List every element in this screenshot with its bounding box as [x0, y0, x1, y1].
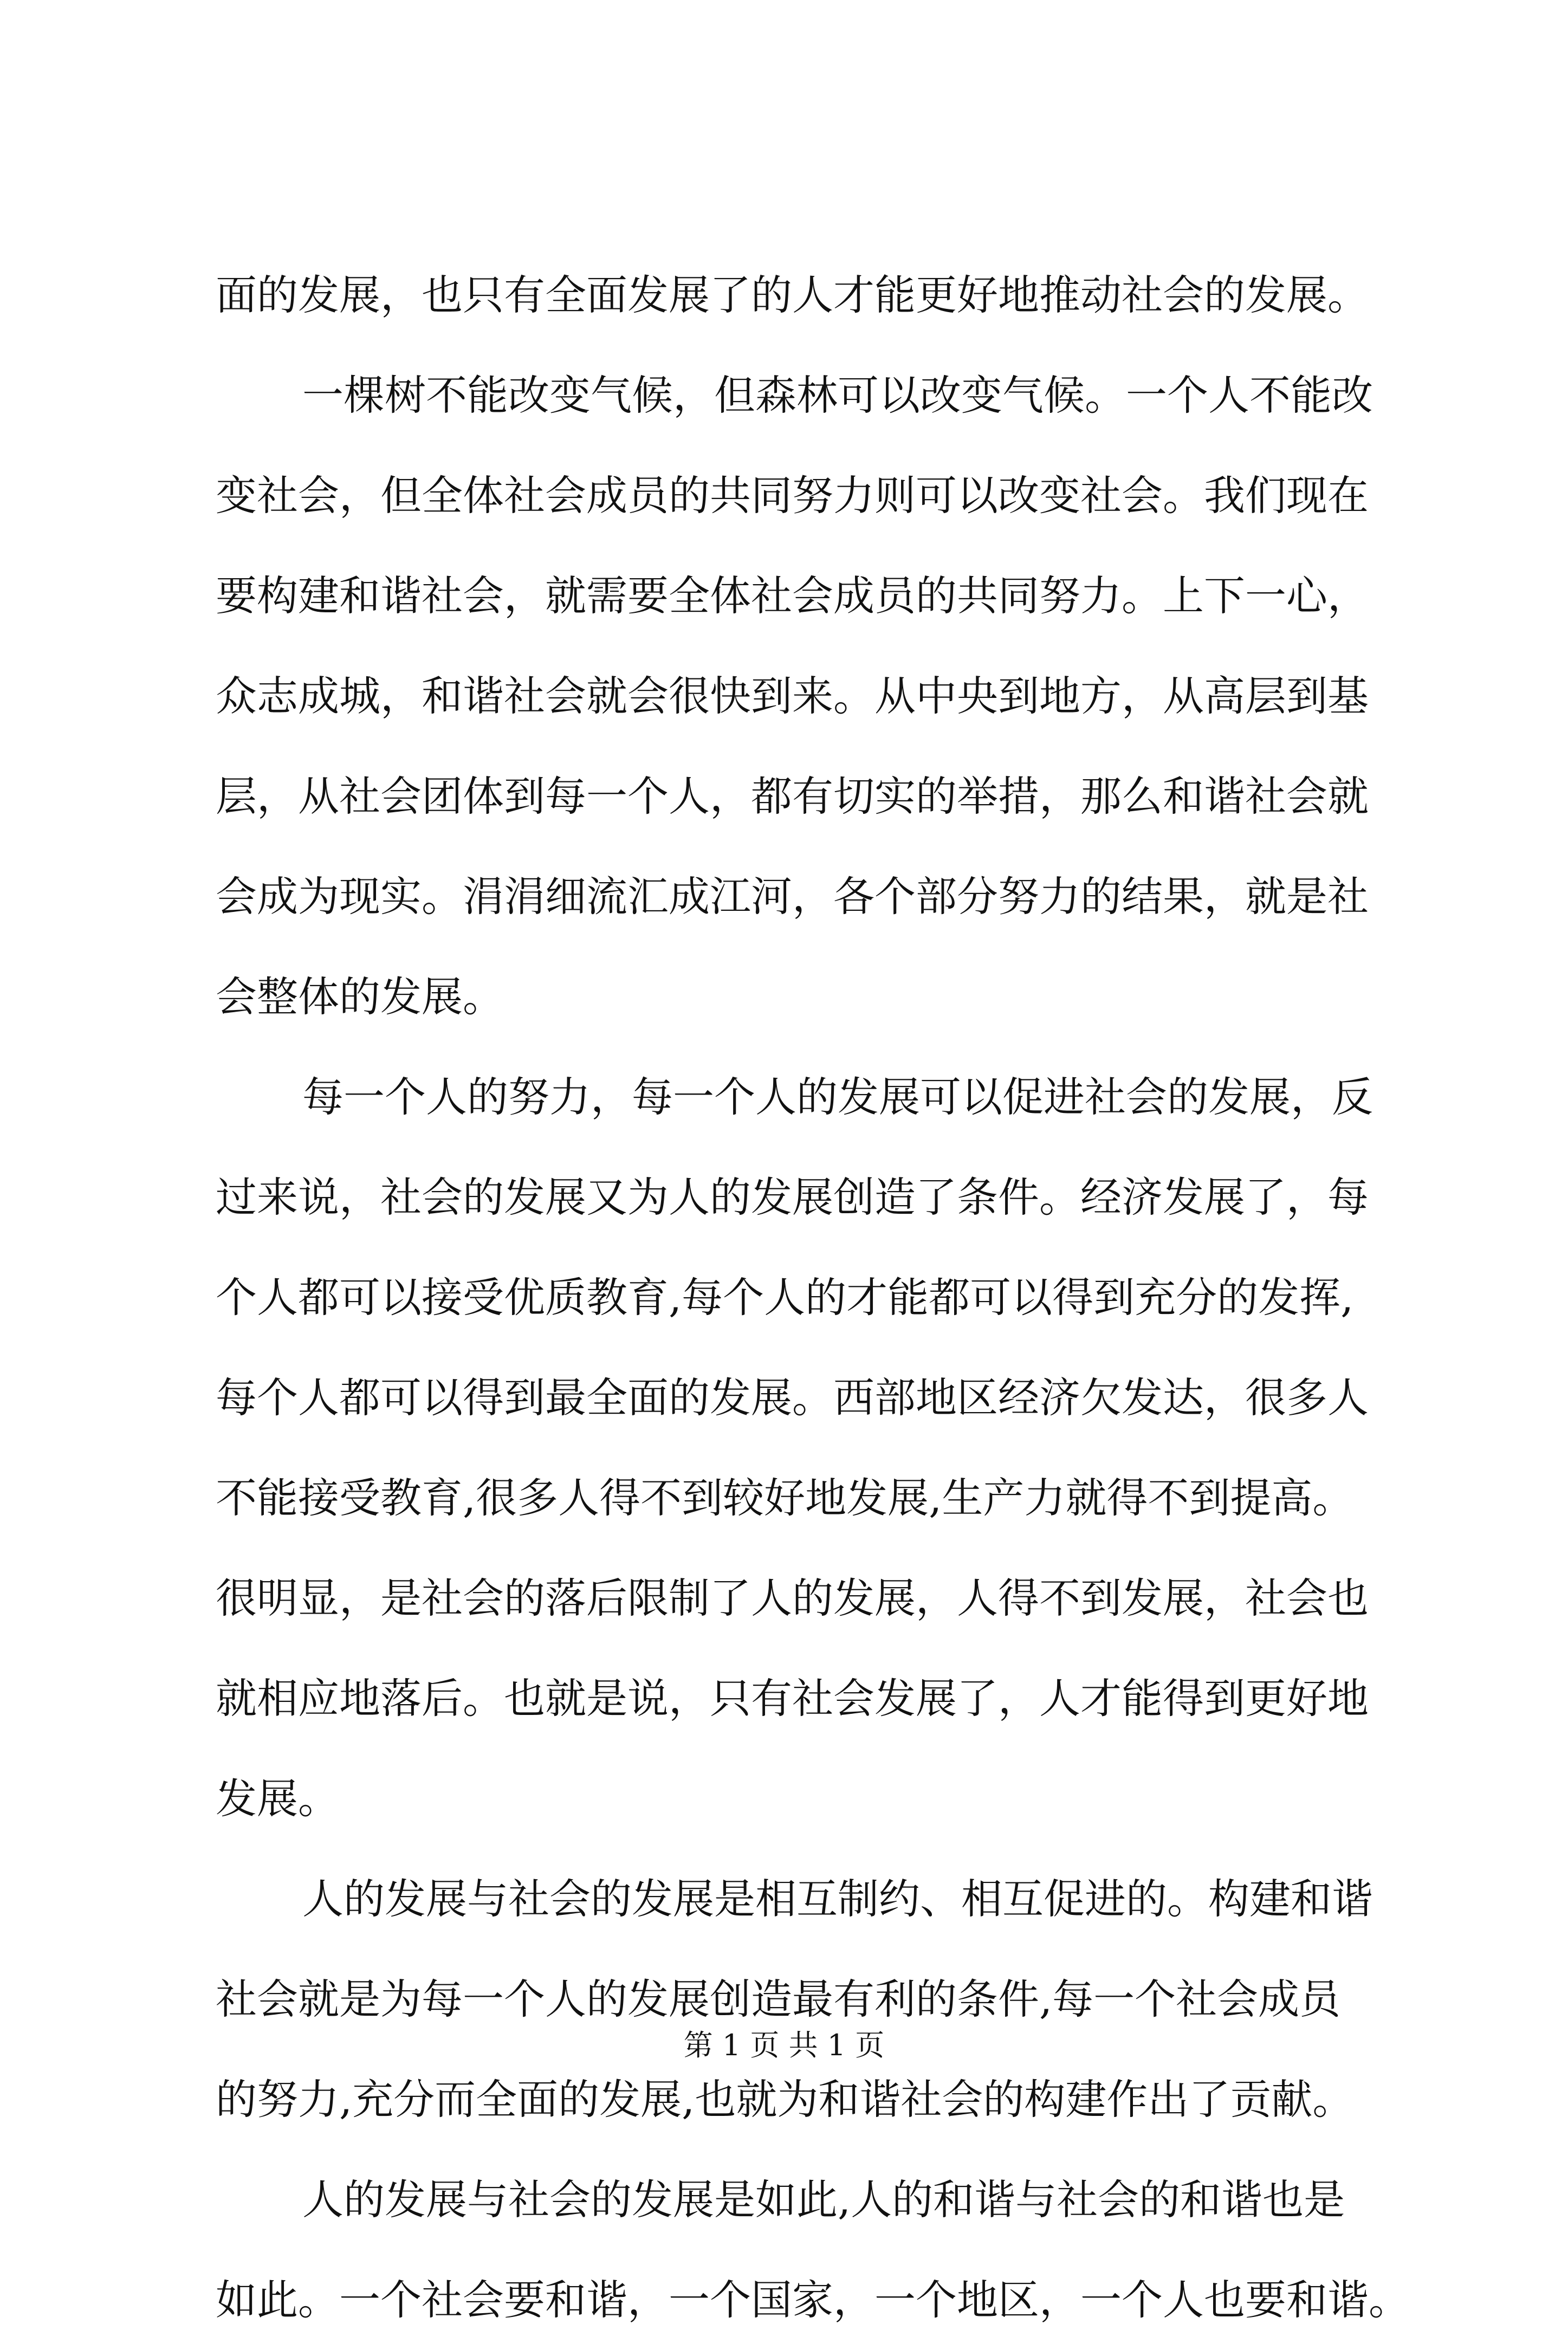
text-line: 人的发展与社会的发展是相互制约、相互促进的。构建和谐	[302, 1875, 1373, 1923]
text-line: 会成为现实。涓涓细流汇成江河，各个部分努力的结果，就是社	[216, 872, 1369, 921]
text-line: 过来说，社会的发展又为人的发展创造了条件。经济发展了，每	[216, 1173, 1369, 1221]
text-line: 很明显，是社会的落后限制了人的发展，人得不到发展，社会也	[216, 1574, 1369, 1622]
text-line: 变社会，但全体社会成员的共同努力则可以改变社会。我们现在	[216, 471, 1369, 520]
text-line: 一棵树不能改变气候，但森林可以改变气候。一个人不能改	[302, 371, 1373, 419]
text-line: 层，从社会团体到每一个人，都有切实的举措，那么和谐社会就	[216, 772, 1369, 820]
text-line: 众志成城，和谐社会就会很快到来。从中央到地方，从高层到基	[216, 672, 1369, 720]
text-line: 面的发展，也只有全面发展了的人才能更好地推动社会的发展。	[216, 271, 1369, 319]
text-line: 每一个人的努力，每一个人的发展可以促进社会的发展，反	[302, 1073, 1373, 1121]
text-line: 发展。	[216, 1775, 339, 1823]
text-line: 人的发展与社会的发展是如此,人的和谐与社会的和谐也是	[302, 2176, 1345, 2224]
text-line: 要构建和谐社会，就需要全体社会成员的共同努力。上下一心，	[216, 572, 1369, 620]
text-line: 不能接受教育,很多人得不到较好地发展,生产力就得不到提高。	[216, 1474, 1354, 1522]
text-line: 每个人都可以得到最全面的发展。西部地区经济欠发达，很多人	[216, 1374, 1369, 1422]
text-line: 社会就是为每一个人的发展创造最有利的条件,每一个社会成员	[216, 1975, 1341, 2023]
text-line: 会整体的发展。	[216, 973, 504, 1021]
text-line: 就相应地落后。也就是说，只有社会发展了，人才能得到更好地	[216, 1674, 1369, 1723]
page-footer: 第 1 页 共 1 页	[683, 2028, 885, 2062]
text-line: 的努力,充分而全面的发展,也就为和谐社会的构建作出了贡献。	[216, 2075, 1354, 2124]
text-line: 如此。一个社会要和谐，一个国家，一个地区，一个人也要和谐。	[216, 2276, 1410, 2324]
text-line: 个人都可以接受优质教育,每个人的才能都可以得到充分的发挥,	[216, 1273, 1354, 1322]
